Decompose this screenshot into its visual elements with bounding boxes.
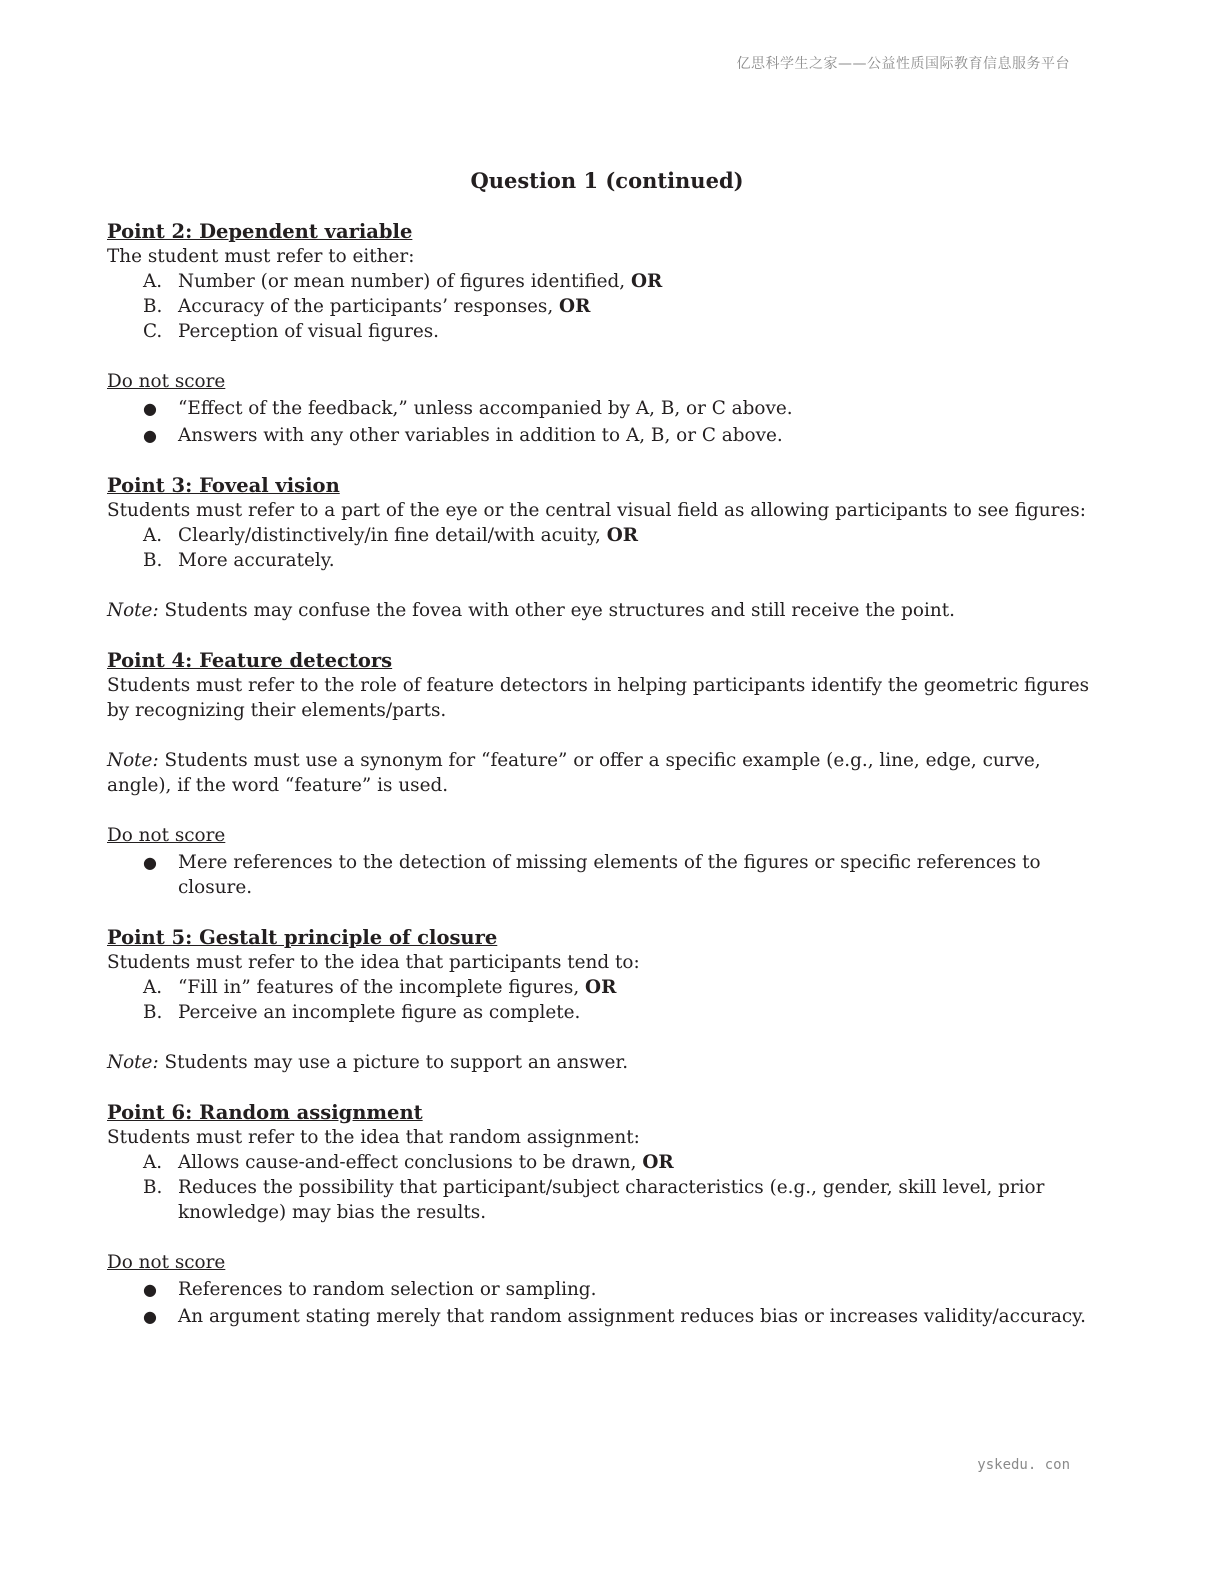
- list-item: A. Number (or mean number) of figures identified, OR: [143, 271, 663, 292]
- point-4-section: [107, 648, 1107, 900]
- bullet-icon: ●: [143, 853, 157, 872]
- point-3-criteria-list: [107, 523, 1107, 573]
- point-4-intro: Students must refer to the role of feature detectors in helping participants identify the geometric figures by recognizing their elements/parts.: [107, 675, 1090, 721]
- bullet-icon: ●: [143, 426, 157, 445]
- point-6-intro: Students must refer to the idea that random assignment:: [107, 1127, 640, 1148]
- or-label: OR: [642, 1152, 674, 1173]
- list-item: A. “Fill in” features of the incomplete figures, OR: [143, 977, 617, 998]
- list-item: A. Allows cause-and-effect conclusions to be drawn, OR: [143, 1152, 674, 1173]
- point-2-do-not-score-list: [107, 396, 1107, 448]
- list-item: B. Reduces the possibility that participant/subject characteristics (e.g., gender, skill level, prior knowledge) may bias the results.: [143, 1177, 1045, 1223]
- point-3-heading: Point 3: Foveal vision: [107, 474, 340, 497]
- or-label: OR: [606, 525, 638, 546]
- point-3-note: Note: Students may confuse the fovea with other eye structures and still receive the point.: [107, 600, 955, 621]
- bullet-icon: ●: [143, 1307, 157, 1326]
- point-4-note: Note: Students must use a synonym for “feature” or offer a specific example (e.g., line, edge, curve, angle), if the word “feature” is used.: [107, 750, 1041, 796]
- list-item: ● References to random selection or sampling.: [143, 1279, 597, 1300]
- point-4-do-not-score-list: [107, 850, 1107, 900]
- scoring-guidelines: [107, 219, 1107, 1354]
- do-not-score-label: Do not score: [107, 825, 226, 846]
- list-item: B. Accuracy of the participants’ responses, OR: [143, 296, 591, 317]
- point-2-criteria-list: [107, 269, 1107, 344]
- point-6-heading: Point 6: Random assignment: [107, 1101, 423, 1124]
- point-5-criteria-list: [107, 975, 1107, 1025]
- point-2-intro: The student must refer to either:: [107, 246, 415, 267]
- list-item: ● Answers with any other variables in addition to A, B, or C above.: [143, 425, 783, 446]
- point-5-section: [107, 925, 1107, 1075]
- point-6-do-not-score-list: [107, 1277, 1107, 1329]
- watermark-footer: yskedu. con: [977, 1457, 1070, 1473]
- list-item: ● An argument stating merely that random assignment reduces bias or increases validity/accuracy.: [143, 1306, 1086, 1327]
- bullet-icon: ●: [143, 399, 157, 418]
- list-item: C. Perception of visual figures.: [143, 321, 440, 342]
- list-item: A. Clearly/distinctively/in fine detail/with acuity, OR: [143, 525, 638, 546]
- page-title: Question 1 (continued): [470, 168, 744, 193]
- watermark-header: 亿思科学生之家——公益性质国际教育信息服务平台: [736, 56, 1070, 72]
- list-item: ● “Effect of the feedback,” unless accompanied by A, B, or C above.: [143, 398, 793, 419]
- do-not-score-label: Do not score: [107, 1252, 226, 1273]
- or-label: OR: [630, 271, 663, 292]
- list-item: B. More accurately.: [143, 550, 335, 571]
- list-item: B. Perceive an incomplete figure as complete.: [143, 1002, 581, 1023]
- point-6-criteria-list: [107, 1150, 1107, 1225]
- point-5-note: Note: Students may use a picture to support an answer.: [107, 1052, 629, 1073]
- do-not-score-label: Do not score: [107, 371, 226, 392]
- point-5-heading: Point 5: Gestalt principle of closure: [107, 926, 498, 949]
- point-2-heading: Point 2: Dependent variable: [107, 220, 413, 243]
- point-5-intro: Students must refer to the idea that participants tend to:: [107, 952, 640, 973]
- point-3-section: [107, 473, 1107, 623]
- point-3-intro: Students must refer to a part of the eye or the central visual field as allowing participants to see figures:: [107, 500, 1086, 521]
- or-label: OR: [559, 296, 591, 317]
- point-2-section: [107, 219, 1107, 448]
- list-item: ● Mere references to the detection of missing elements of the figures or specific references to closure.: [143, 852, 1041, 898]
- point-4-heading: Point 4: Feature detectors: [107, 649, 393, 672]
- or-label: OR: [585, 977, 617, 998]
- point-6-section: [107, 1100, 1107, 1329]
- bullet-icon: ●: [143, 1280, 157, 1299]
